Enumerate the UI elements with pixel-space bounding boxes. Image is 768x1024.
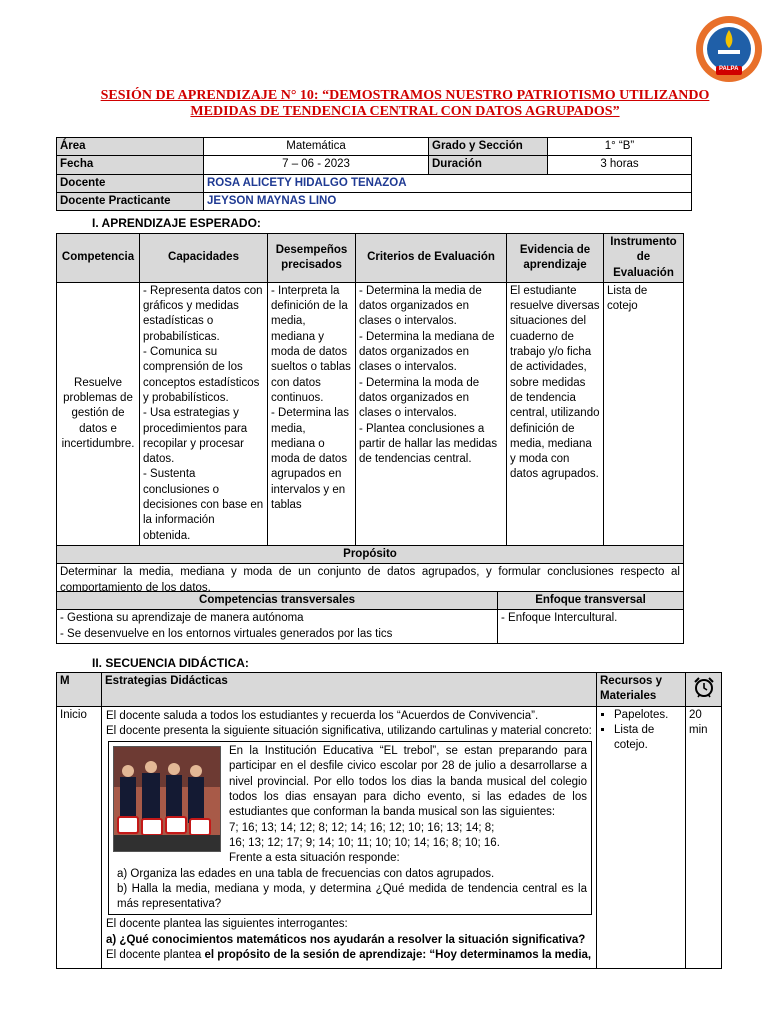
col-competencia: Competencia (57, 234, 140, 283)
session-title (60, 88, 750, 120)
proposito-text: Determinar la media, mediana y moda de un conjunto de datos agrupados, y formular conclusiones respecto al comportamiento de los datos. (57, 564, 684, 598)
tiempo-cell: 20 min (686, 706, 722, 968)
desempenos-cell: - Interpreta la definición de la media, mediana y moda de datos sueltos o tablas con datos continuos. - Determina las media, mediana o moda de datos agrupados en intervalos y en tablas (268, 282, 356, 545)
comp-trans-text: - Gestiona su aprendizaje de manera autónoma - Se desenvuelve en los entornos virtuales generados por las tics (57, 610, 498, 644)
col-estrategias: Estrategias Didácticas (102, 673, 597, 707)
criterios-cell: - Determina la media de datos organizados en clases o intervalos. - Determina la mediana de datos organizados en clases o intervalos. - Determina la moda de datos organizados en clases o intervalos. - Plantea conclusiones a partir de hallar las medidas de tendencias central. (356, 282, 507, 545)
section-1-heading: I. APRENDIZAJE ESPERADO: (92, 216, 261, 230)
proposito-pre: El docente plantea (106, 949, 205, 962)
datos-line-1: 7; 16; 13; 14; 12; 8; 12; 14; 16; 12; 10; 16; 13; 14; 8; (229, 821, 495, 834)
fecha-label: Fecha (57, 156, 204, 174)
col-evidencia: Evidencia de aprendizaje (507, 234, 604, 283)
enfoque-text: - Enfoque Intercultural. (498, 610, 684, 644)
recursos-cell (597, 706, 686, 968)
grado-label: Grado y Sección (429, 138, 548, 156)
duracion-label: Duración (429, 156, 548, 174)
recursos-list (600, 708, 682, 754)
competencia-cell: Resuelve problemas de gestión de datos e incertidumbre. (57, 282, 140, 545)
interrogantes-text: El docente plantea las siguientes interrogantes: (106, 918, 348, 931)
title-line-2: MEDIDAS DE TENDENCIA CENTRAL CON DATOS AGRUPADOS” (190, 104, 620, 119)
secuencia-table (56, 672, 722, 969)
col-tiempo (686, 673, 722, 707)
col-recursos: Recursos y Materiales (597, 673, 686, 707)
enfoque-label: Enfoque transversal (498, 592, 684, 610)
band-photo (113, 746, 221, 852)
estrategias-cell (102, 706, 597, 968)
col-instrumento: Instrumento de Evaluación (604, 234, 684, 283)
fecha-value: 7 – 06 - 2023 (204, 156, 429, 174)
question-conocimientos: a) ¿Qué conocimientos matemáticos nos ayudarán a resolver la situación significativa? (106, 933, 586, 946)
situacion-box (108, 741, 592, 915)
comp-trans-label: Competencias transversales (57, 592, 498, 610)
title-line-1: SESIÓN DE APRENDIZAJE N° 10: “DEMOSTRAMOS NUESTRO PATRIOTISMO UTILIZANDO (100, 88, 710, 103)
col-m: M (57, 673, 102, 707)
alarm-clock-icon (693, 676, 715, 698)
recurso-item: ▪ Lista de cotejo. (614, 723, 682, 754)
evidencia-cell: El estudiante resuelve diversas situaciones del cuaderno de trabajo y/o ficha de actividades, sobre medidas de tendencia central, utilizando definición de media, mediana y moda con datos agrupados. (507, 282, 604, 545)
frente-text: Frente a esta situación responde: (229, 852, 400, 865)
info-table (56, 137, 692, 211)
capacidades-cell: - Representa datos con gráficos y medidas estadísticas o probabilísticas. - Comunica su comprensión de los conceptos estadísticos y probabilísticos. - Usa estrategias y procedimientos para recopilar y procesar datos. - Sustenta conclusiones o decisiones con base en la información obtenida. (140, 282, 268, 545)
instrumento-cell: Lista de cotejo (604, 282, 684, 545)
recurso-item: ▪ Papelotes. (614, 708, 682, 723)
grado-value: 1° “B” (548, 138, 692, 156)
proposito-label: Propósito (57, 545, 684, 563)
question-a: a) Organiza las edades en una tabla de frecuencias con datos agrupados. (117, 867, 495, 880)
practicante-label: Docente Practicante (57, 192, 204, 210)
area-label: Área (57, 138, 204, 156)
aprendizaje-table (56, 233, 684, 598)
momento-cell: Inicio (57, 706, 102, 968)
datos-line-2: 16; 13; 12; 17; 9; 14; 10; 11; 10; 10; 14; 16; 8; 10; 16. (229, 836, 500, 849)
practicante-value: JEYSON MAYNAS LINO (204, 192, 692, 210)
ugel-logo (694, 14, 764, 84)
transversal-table (56, 591, 684, 644)
duracion-value: 3 horas (548, 156, 692, 174)
section-2-heading: II. SECUENCIA DIDÁCTICA: (92, 656, 249, 670)
situacion-text: En la Institución Educativa “EL trebol”, se estan preparando para participar en el desfile civico escolar por 28 de julio a desarrollarse a nivel provincial. Por ello todos los dias la banda musical del colegio todos los dias ensayan para dicho evento, si las edades de los estudiantes que conforman la banda musical son las siguientes: (229, 745, 587, 819)
col-criterios: Criterios de Evaluación (356, 234, 507, 283)
proposito-line (106, 948, 592, 963)
proposito-bold: el propósito de la sesión de aprendizaje (204, 949, 423, 962)
col-capacidades: Capacidades (140, 234, 268, 283)
proposito-post: : “Hoy determinamos la media, (422, 949, 592, 962)
docente-label: Docente (57, 174, 204, 192)
area-value: Matemática (204, 138, 429, 156)
docente-value: ROSA ALICETY HIDALGO TENAZOA (204, 174, 692, 192)
paragraph-saludo: El docente saluda a todos los estudiantes y recuerda los “Acuerdos de Convivencia”. (106, 709, 539, 722)
col-desempenos: Desempeños precisados (268, 234, 356, 283)
logo-bottom-text: PALPA (719, 66, 739, 72)
question-b: b) Halla la media, mediana y moda, y determina ¿Qué medida de tendencia central es la más representativa? (117, 882, 587, 911)
paragraph-presenta: El docente presenta la siguiente situación significativa, utilizando cartulinas y material concreto: (106, 724, 592, 737)
